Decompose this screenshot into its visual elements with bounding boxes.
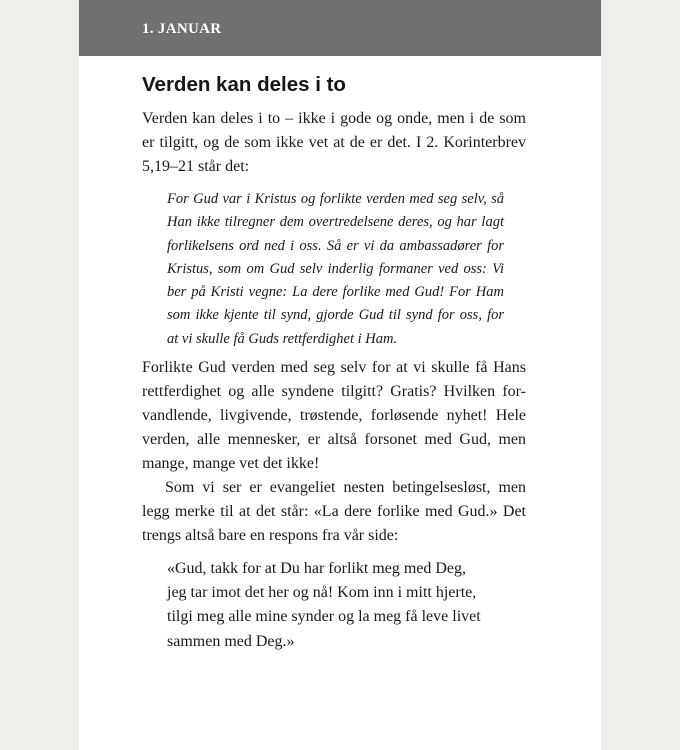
quote-line: Kristus, som om Gud selv inderlig formaner ved oss: Vi	[167, 260, 504, 277]
quote-line: at vi skulle få Guds rettferdighet i Ham.	[167, 330, 398, 347]
text-line: Verden kan deles i to – ikke i gode og onde, men i de som	[142, 110, 526, 127]
date-label: 1. JANUAR	[142, 21, 222, 37]
prayer-line: jeg tar imot det her og nå! Kom inn i mitt hjerte,	[167, 584, 477, 602]
text-line: vandlende, livgivende, trøstende, forløsende nyhet! Hele	[142, 407, 526, 424]
page-title: Verden kan deles i to	[142, 73, 346, 96]
prayer-line: «Gud, takk for at Du har forlikt meg med Deg,	[167, 560, 467, 577]
scripture-quote	[167, 188, 504, 351]
text-line: trengs altså bare en respons fra vår side:	[142, 527, 399, 544]
prayer-line: tilgi meg alle mine synder og la meg få leve livet	[167, 608, 481, 626]
text-line: Som vi ser er evangeliet nesten betingelsesløst, men	[165, 479, 526, 496]
quote-line: For Gud var i Kristus og forlikte verden med seg selv, så	[167, 191, 504, 207]
text-line: legg merke til at det står: «La dere forlike med Gud.» Det	[142, 503, 526, 520]
text-line: er tilgitt, og de som ikke vet at de er det. I 2. Korinterbrev	[142, 134, 526, 151]
body-paragraph	[142, 356, 526, 548]
text-line: mange, mange vet det ikke!	[142, 455, 320, 472]
text-line: rettferdighet og alle syndene tilgitt? Gratis? Hvilken for-	[142, 383, 526, 400]
book-page	[79, 0, 601, 750]
date-header-bar	[79, 0, 601, 56]
intro-paragraph	[142, 107, 526, 179]
quote-line: som ikke kjente til synd, gjorde Gud til synd for oss, for	[167, 307, 504, 324]
text-line: Forlikte Gud verden med seg selv for at vi skulle få Hans	[142, 359, 526, 376]
text-line: 5,19–21 står det:	[142, 158, 250, 175]
quote-line: Han ikke tilregner dem overtredelsene deres, og har lagt	[167, 214, 504, 231]
quote-line: forlikelsens ord ned i oss. Så er vi da ambassadører for	[167, 237, 504, 254]
prayer-line: sammen med Deg.»	[167, 632, 295, 650]
text-line: verden, alle mennesker, er altså forsonet med Gud, men	[142, 431, 526, 448]
prayer-quote	[167, 557, 507, 654]
quote-line: ber på Kristi vegne: La dere forlike med Gud! For Ham	[167, 284, 504, 301]
